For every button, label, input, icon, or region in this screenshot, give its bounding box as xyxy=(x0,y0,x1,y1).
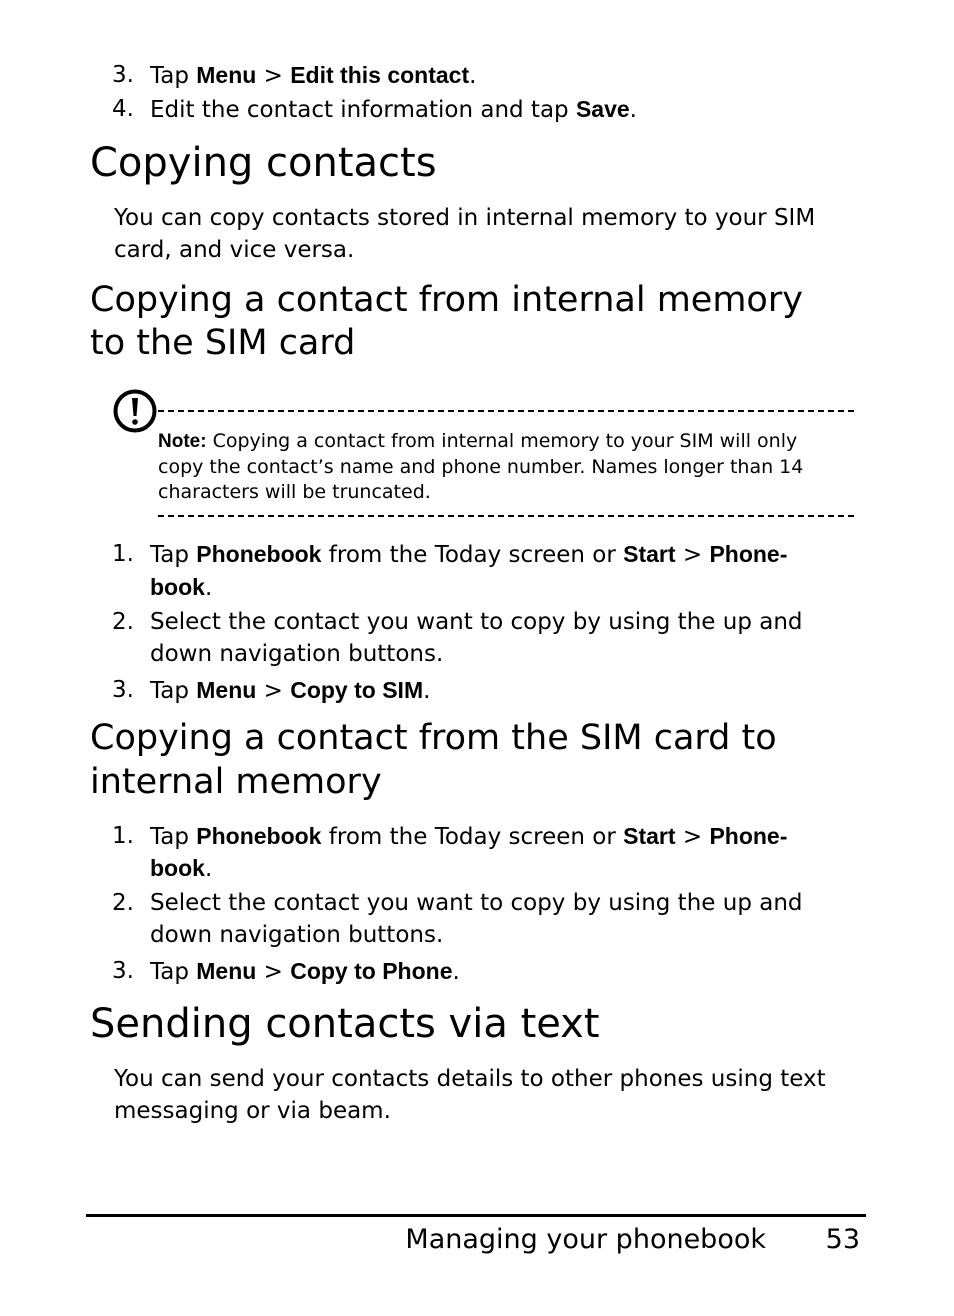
app-label: book xyxy=(150,574,205,600)
exclamation-icon xyxy=(113,389,159,435)
app-label: Phonebook xyxy=(196,823,322,849)
separator: > xyxy=(256,959,291,985)
step-number: 1. xyxy=(112,541,134,567)
step-text: down navigation buttons. xyxy=(150,641,444,667)
separator: > xyxy=(256,678,291,704)
punct: . xyxy=(204,856,213,882)
paragraph-line: messaging or via beam. xyxy=(114,1098,391,1124)
step-text-part: Tap xyxy=(150,63,197,89)
step-text-part: Tap xyxy=(150,542,197,568)
footer-chapter-title: Managing your phonebook xyxy=(405,1224,766,1255)
separator: > xyxy=(675,824,710,850)
step-number: 2. xyxy=(112,609,134,635)
step-text-part: from the Today screen or xyxy=(321,824,624,850)
app-label: Phonebook xyxy=(196,541,322,567)
step-text: Select the contact you want to copy by using the up and xyxy=(150,609,803,635)
app-label: Phone- xyxy=(709,823,788,849)
step-text xyxy=(150,820,787,853)
save-label: Save xyxy=(575,96,630,122)
note-line xyxy=(158,429,797,454)
menu-item-label: Copy to SIM xyxy=(290,677,424,703)
start-label: Start xyxy=(623,823,676,849)
note-text: Copying a contact from internal memory to your SIM will only xyxy=(206,430,798,452)
punct: . xyxy=(423,678,431,704)
menu-item-label: Edit this contact xyxy=(290,62,470,88)
paragraph-line: card, and vice versa. xyxy=(114,237,355,263)
subsection-heading: Copying a contact from the SIM card to xyxy=(90,718,777,758)
step-number: 3. xyxy=(112,958,134,984)
menu-label: Menu xyxy=(196,958,257,984)
punct: . xyxy=(452,959,460,985)
step-number: 4. xyxy=(112,96,134,122)
step-text-part: Edit the contact information and tap xyxy=(150,97,576,123)
step-text-part: Tap xyxy=(150,824,197,850)
paragraph-line: You can copy contacts stored in internal memory to your SIM xyxy=(114,205,816,231)
step-text-part: Tap xyxy=(150,959,197,985)
section-heading: Copying contacts xyxy=(90,140,437,186)
note-divider xyxy=(158,410,854,412)
app-label: Phone- xyxy=(709,541,788,567)
step-number: 3. xyxy=(112,62,134,88)
note-line: copy the contact’s name and phone number. Names longer than 14 xyxy=(158,456,804,478)
step-text xyxy=(150,538,787,571)
subsection-heading: internal memory xyxy=(90,762,382,802)
separator: > xyxy=(256,63,291,89)
menu-label: Menu xyxy=(196,677,257,703)
step-text xyxy=(150,674,430,707)
note-divider xyxy=(158,515,854,517)
step-text xyxy=(150,93,637,126)
separator: > xyxy=(675,542,710,568)
punct: . xyxy=(204,575,213,601)
app-label: book xyxy=(150,855,205,881)
paragraph-line: You can send your contacts details to other phones using text xyxy=(114,1066,826,1092)
punct: . xyxy=(629,97,637,123)
step-number: 3. xyxy=(112,677,134,703)
step-text-part: Tap xyxy=(150,678,197,704)
subsection-heading: to the SIM card xyxy=(90,323,356,363)
step-text-part: from the Today screen or xyxy=(321,542,624,568)
note-line: characters will be truncated. xyxy=(158,481,431,503)
section-heading: Sending contacts via text xyxy=(90,1001,600,1047)
step-text: Select the contact you want to copy by using the up and xyxy=(150,890,803,916)
note-label: Note: xyxy=(158,431,207,452)
start-label: Start xyxy=(623,541,676,567)
step-text: down navigation buttons. xyxy=(150,922,444,948)
page-number: 53 xyxy=(825,1224,860,1255)
step-text xyxy=(150,955,460,988)
subsection-heading: Copying a contact from internal memory xyxy=(90,280,803,320)
footer-rule xyxy=(86,1214,866,1217)
step-text xyxy=(150,59,476,92)
step-number: 2. xyxy=(112,890,134,916)
menu-label: Menu xyxy=(196,62,257,88)
step-number: 1. xyxy=(112,823,134,849)
punct: . xyxy=(469,63,477,89)
menu-item-label: Copy to Phone xyxy=(290,958,453,984)
